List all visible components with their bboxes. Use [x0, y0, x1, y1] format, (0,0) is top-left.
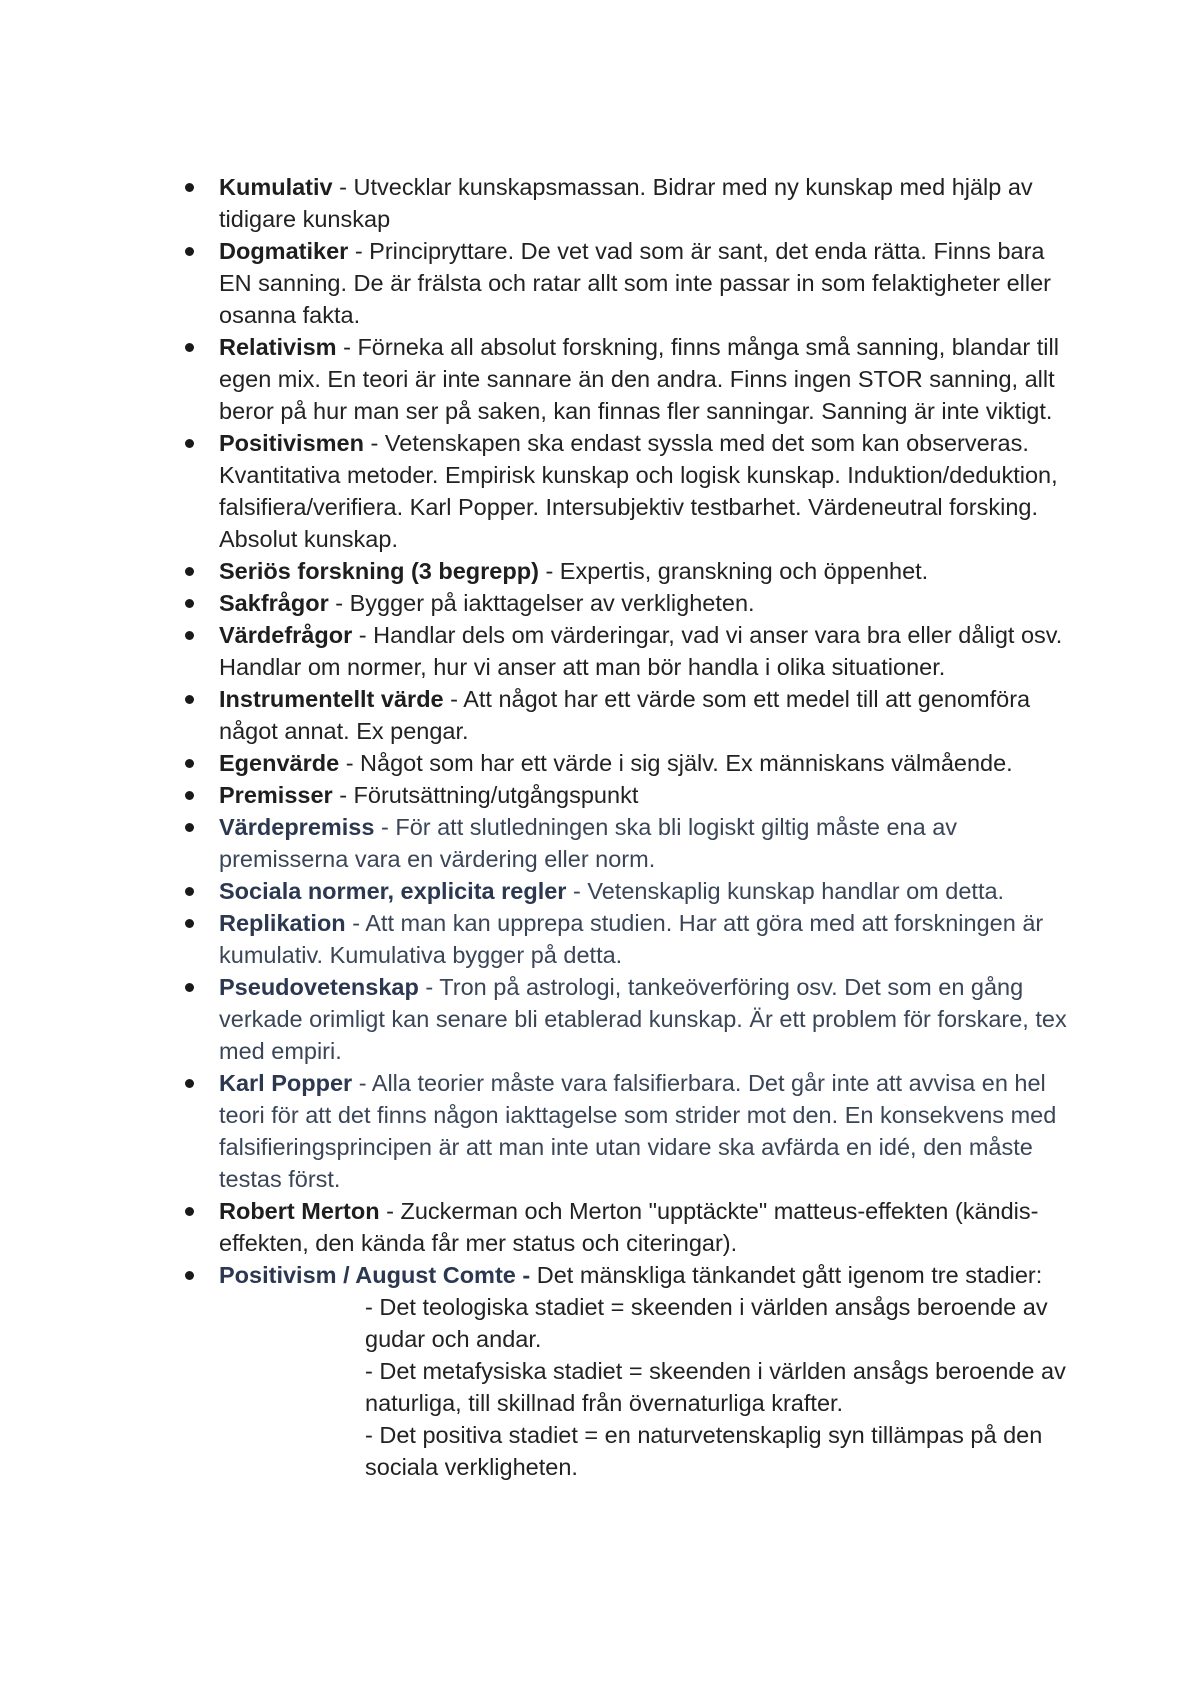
item-term: Värdepremiss [219, 814, 375, 840]
item-text: - Vetenskapen ska endast syssla med det som kan observeras. Kvantitativa metoder. Empirisk kunskap och logisk kunskap. Induktion/deduktion, falsifiera/verifiera. Karl Popper. Intersubjektiv testbarhet. Värdeneutral forsking. Absolut kunskap. [219, 430, 1058, 552]
list-item-serios-forskning [180, 555, 1080, 587]
bullet-icon [185, 343, 194, 352]
list-item-positivism-comte [180, 1259, 1080, 1483]
bullet-icon [185, 887, 194, 896]
bullet-icon [185, 599, 194, 608]
bullet-icon [185, 695, 194, 704]
bullet-icon [185, 567, 194, 576]
item-term: Sakfrågor [219, 590, 329, 616]
item-term: Dogmatiker [219, 238, 349, 264]
list-item-relativism [180, 331, 1080, 427]
item-term: Kumulativ [219, 174, 333, 200]
list-item-robert-merton [180, 1195, 1080, 1259]
item-text: - Förutsättning/utgångspunkt [332, 782, 639, 808]
item-text: - Principryttare. De vet vad som är sant, det enda rätta. Finns bara EN sanning. De är frälsta och ratar allt som inte passar in som felaktigheter eller osanna fakta. [219, 238, 1052, 328]
item-term: Instrumentellt värde [219, 686, 444, 712]
list-item-egenvarde [180, 747, 1080, 779]
item-text: - Tron på astrologi, tankeöverföring osv. Det som en gång verkade orimligt kan senare bli etablerad kunskap. Är ett problem för forskare, tex med empiri. [219, 974, 1067, 1064]
bullet-icon [185, 791, 194, 800]
item-term: Replikation [219, 910, 346, 936]
bullet-icon [185, 183, 194, 192]
bullet-icon [185, 631, 194, 640]
item-term: Robert Merton [219, 1198, 380, 1224]
item-term: Positivism / August Comte - [219, 1262, 531, 1288]
item-text: - Alla teorier måste vara falsifierbara. Det går inte att avvisa en hel teori för att det finns någon iakttagelse som strider mot den. En konsekvens med falsifieringsprincipen är att man inte utan vidare ska avfärda en idé, den måste testas först. [219, 1070, 1057, 1192]
list-item-kumulativ [180, 171, 1080, 235]
list-item-vardepremiss [180, 811, 1080, 875]
item-text: - Något som har ett värde i sig själv. Ex människans välmående. [339, 750, 1013, 776]
item-term: Värdefrågor [219, 622, 353, 648]
item-text: - Förneka all absolut forskning, finns många små sanning, blandar till egen mix. En teori är inte sannare än den andra. Finns ingen STOR sanning, allt beror på hur man ser på saken, kan finnas fler sanningar. Sanning är inte viktigt. [219, 334, 1059, 424]
item-text: - Bygger på iakttagelser av verkligheten. [328, 590, 755, 616]
bullet-icon [185, 439, 194, 448]
bullet-icon [185, 1207, 194, 1216]
item-text: - Handlar dels om värderingar, vad vi anser vara bra eller dåligt osv. Handlar om normer, hur vi anser att man bör handla i olika situationer. [219, 622, 1063, 680]
item-text: - Expertis, granskning och öppenhet. [538, 558, 929, 584]
list-item-pseudovetenskap [180, 971, 1080, 1067]
list-item-instrumentellt-varde [180, 683, 1080, 747]
bullet-icon [185, 919, 194, 928]
item-term: Relativism [219, 334, 337, 360]
bullet-list [180, 171, 1080, 1483]
stages-list [219, 1291, 1080, 1483]
stage-teologiska: - Det teologiska stadiet = skeenden i världen ansågs beroende av gudar och andar. [365, 1294, 1048, 1352]
item-text: - Zuckerman och Merton "upptäckte" matteus-effekten (kändis-effekten, den kända får mer status och citeringar). [219, 1198, 1039, 1256]
bullet-icon [185, 1079, 194, 1088]
list-item-dogmatiker [180, 235, 1080, 331]
item-term: Pseudovetenskap [219, 974, 419, 1000]
list-item-replikation [180, 907, 1080, 971]
list-item-premisser [180, 779, 1080, 811]
item-text: - För att slutledningen ska bli logiskt giltig måste ena av premisserna vara en värdering eller norm. [219, 814, 958, 872]
list-item-karl-popper [180, 1067, 1080, 1195]
item-text: Det mänskliga tänkandet gått igenom tre stadier: [530, 1262, 1043, 1288]
bullet-icon [185, 823, 194, 832]
bullet-icon [185, 983, 194, 992]
item-text: - Vetenskaplig kunskap handlar om detta. [566, 878, 1005, 904]
item-term: Premisser [219, 782, 333, 808]
item-text: - Att något har ett värde som ett medel till att genomföra något annat. Ex pengar. [219, 686, 1031, 744]
stage-metafysiska: - Det metafysiska stadiet = skeenden i världen ansågs beroende av naturliga, till skillnad från övernaturliga krafter. [365, 1358, 1066, 1416]
bullet-icon [185, 759, 194, 768]
bullet-icon [185, 247, 194, 256]
list-item-sociala-normer [180, 875, 1080, 907]
item-term: Sociala normer, explicita regler [219, 878, 567, 904]
item-term: Karl Popper [219, 1070, 353, 1096]
item-term: Egenvärde [219, 750, 340, 776]
list-item-positivismen [180, 427, 1080, 555]
stage-positiva: - Det positiva stadiet = en naturvetenskaplig syn tillämpas på den sociala verkligheten. [365, 1422, 1043, 1480]
item-term: Positivismen [219, 430, 364, 456]
list-item-vardefragor [180, 619, 1080, 683]
list-item-sakfragor [180, 587, 1080, 619]
item-term: Seriös forskning (3 begrepp) [219, 558, 539, 584]
bullet-icon [185, 1271, 194, 1280]
item-text: - Utvecklar kunskapsmassan. Bidrar med ny kunskap med hjälp av tidigare kunskap [219, 174, 1033, 232]
item-text: - Att man kan upprepa studien. Har att göra med att forskningen är kumulativ. Kumulativa bygger på detta. [219, 910, 1044, 968]
